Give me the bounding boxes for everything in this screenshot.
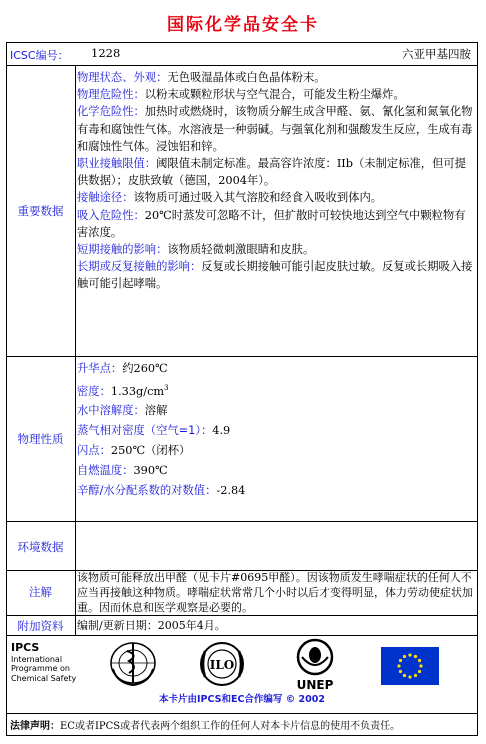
divider — [7, 65, 477, 66]
property-item: 辛醇/水分配系数的对数值：-2.84 — [77, 483, 246, 497]
property-item: 水中溶解度：溶解 — [77, 404, 168, 418]
ilo-emblem-icon — [197, 639, 247, 689]
eu-star — [414, 655, 417, 658]
important-item: 物理状态、外观：无色吸湿晶体或白色晶体粉末。 — [77, 71, 326, 84]
icsc-label: ICSC编号： — [10, 49, 69, 62]
chemical-name: 六亚甲基四胺 — [402, 47, 471, 61]
column-divider — [75, 65, 76, 635]
eu-star — [399, 670, 402, 673]
eu-star — [397, 664, 400, 667]
important-item: 长期或反复接触的影响：反复或长期接触可能引起皮肤过敏。反复或长期吸入接触可能引起哮喘。 — [77, 260, 473, 291]
card-frame — [6, 42, 478, 736]
important-item: 物理危险性：以粉末或颗粒形状与空气混合，可能发生粉尘爆炸。 — [77, 88, 405, 102]
important-item: 职业接触限值：阈限值未制定标准。最高容许浓度：IIb（未制定标准，但可提供数据）；皮肤致敏（德国，2004年）。 — [77, 157, 466, 188]
eu-flag-icon — [381, 647, 439, 685]
divider — [7, 356, 477, 357]
divider — [7, 615, 477, 616]
property-item: 密度：$1.33g/cm^3$ — [77, 383, 169, 398]
svg-text:ILO: ILO — [209, 658, 235, 672]
eu-star — [399, 659, 402, 662]
property-item: 自燃温度：390℃ — [77, 463, 168, 477]
additional-text: 编制/更新日期：2005年4月。 — [77, 619, 226, 632]
ipcs-logo: IPCS International Programme on Chemical Safety — [11, 641, 77, 683]
eu-star — [408, 675, 411, 678]
property-item: 闪点：250℃（闭杯） — [77, 443, 191, 457]
divider — [7, 713, 477, 714]
eu-star — [408, 653, 411, 656]
notes-text: 该物质可能释放出甲醛（见卡片#0695甲醛）。因该物质发生哮喘症状的任何人不应当再接触这种物质。哮喘症状常常几个小时以后才变得明显，体力劳动使症状加重。因而休息和医学观察是必要的。 — [77, 571, 473, 614]
property-item: 升华点：约260℃ — [77, 362, 168, 375]
section-label-important: 重要数据 — [17, 204, 64, 218]
eu-star — [403, 655, 406, 658]
unep-emblem-icon — [292, 637, 338, 693]
important-item: 化学危险性：加热时或燃烧时，该物质分解生成含甲醛、氨、氰化氢和氮氧化物有毒和腐蚀性气体。水溶液是一种弱碱。与强氧化剂和强酸发生反应，生成有毒和腐蚀性气体。浸蚀铝和锌。 — [77, 105, 473, 153]
section-label-physical: 物理性质 — [17, 432, 64, 446]
important-item: 吸入危险性：20℃时蒸发可忽略不计，但扩散时可较快地达到空气中颗粒物有害浓度。 — [77, 208, 466, 239]
important-item: 短期接触的影响：该物质轻微刺激眼睛和皮肤。 — [77, 243, 315, 257]
section-label-environment: 环境数据 — [17, 540, 64, 554]
who-emblem-icon — [107, 639, 159, 689]
legal-statement: 法律声明：EC或者IPCS或者代表两个组织工作的任何人对本卡片信息的使用不负责任。 — [10, 721, 401, 732]
property-item: 蒸气相对密度（空气=1）：4.9 — [77, 424, 231, 438]
icsc-number: 1228 — [91, 46, 121, 60]
credit-line: 本卡片由IPCS和EC合作编写 © 2002 — [158, 694, 325, 705]
section-label-additional: 附加资料 — [17, 619, 64, 633]
eu-star — [414, 674, 417, 677]
eu-star — [403, 674, 406, 677]
eu-star — [418, 659, 421, 662]
logo-strip — [7, 635, 477, 713]
important-item: 接触途径：该物质可通过吸入其气溶胶和经食入吸收到体内。 — [77, 191, 383, 205]
svg-text:UNEP: UNEP — [296, 678, 334, 692]
eu-star — [418, 670, 421, 673]
important-data — [77, 69, 475, 293]
physical-data — [77, 359, 475, 500]
eu-star — [419, 664, 422, 667]
section-label-notes: 注解 — [29, 585, 52, 599]
divider — [7, 521, 477, 522]
card-title: 国际化学品安全卡 — [167, 15, 319, 35]
